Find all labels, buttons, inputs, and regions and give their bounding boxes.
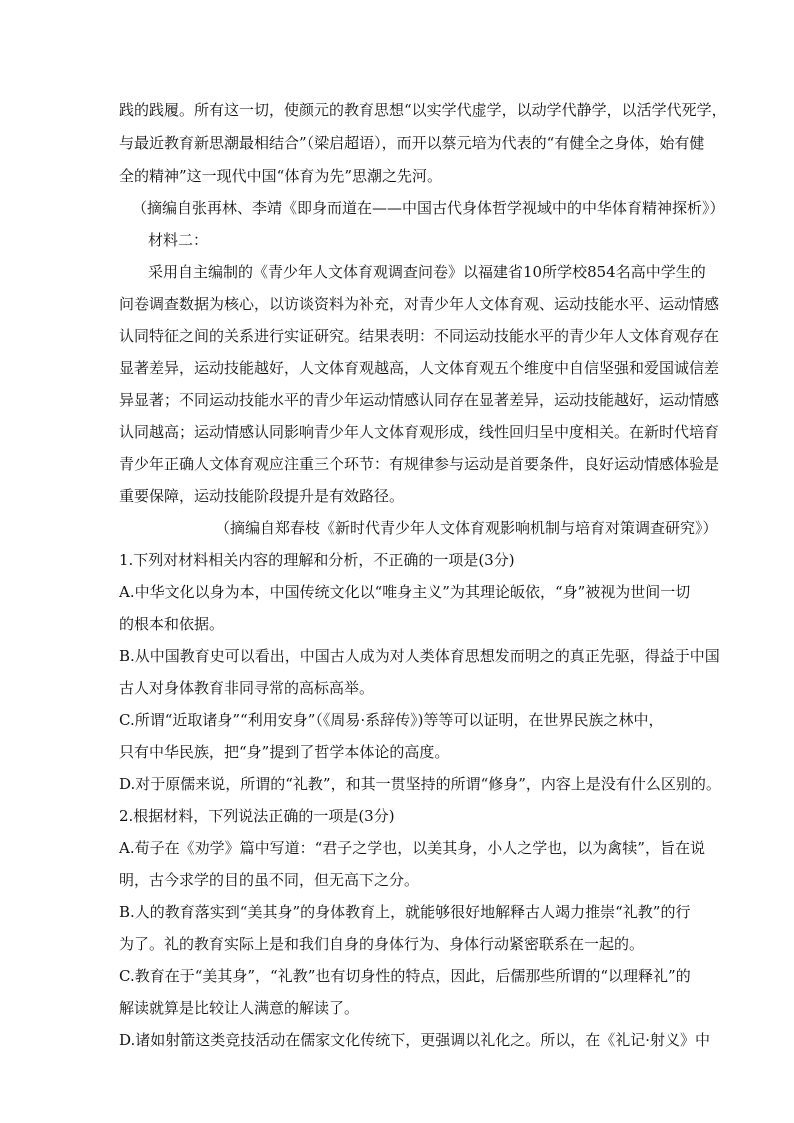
text-line: 问卷调查数据为核心，以访谈资料为补充，对青少年人文体育观、运动技能水平、运动情感 (119, 295, 720, 313)
text-line: 践的践履。所有这一切，使颜元的教育思想“以实学代虚学，以动学代静学，以活学代死学， (119, 101, 727, 119)
source-citation: （摘编自张再林、李靖《即身而道在——中国古代身体哲学视域中的中华体育精神探析》） (132, 199, 725, 217)
option-line: 明，古今求学的目的虽不同，但无高下之分。 (119, 871, 420, 889)
option-line: D.诸如射箭这类竞技活动在儒家文化传统下，更强调以礼化之。所以，在《礼记·射义》中 (119, 1031, 711, 1049)
text-line: 与最近教育新思潮最相结合”（梁启超语），而开以蔡元培为代表的“有健全之身体，始有健 (119, 134, 705, 152)
option-line: A.荀子在《劝学》篇中写道：“君子之学也，以美其身，小人之学也，以为禽犊”，旨在说 (119, 839, 705, 857)
option-line: C.教育在于“美其身”，“礼教”也有切身性的特点，因此，后儒那些所谓的“以理释礼”的 (119, 967, 691, 985)
text-line: 认同特征之间的关系进行实证研究。结果表明：不同运动技能水平的青少年人文体育观存在 (119, 327, 720, 345)
option-line: 为了。礼的教育实际上是和我们自身的身体行为、身体行动紧密联系在一起的。 (119, 935, 645, 953)
text-line: 青少年正确人文体育观应注重三个环节：有规律参与运动是首要条件，良好运动情感体验是 (119, 455, 720, 473)
option-line: 只有中华民族，把“身”提到了哲学本体论的高度。 (119, 743, 450, 761)
text-line: 重要保障，运动技能阶段提升是有效路径。 (119, 487, 405, 505)
option-line: 的根本和依据。 (119, 615, 225, 633)
option-line: 解读就算是比较让人满意的解读了。 (119, 999, 360, 1017)
source-citation: （摘编自郑春枝《新时代青少年人文体育观影响机制与培育对策调查研究》） (215, 519, 718, 537)
question-stem: 1.下列对材料相关内容的理解和分析，不正确的一项是(3分) (119, 551, 515, 569)
text-line: 认同越高；运动情感认同影响青少年人文体育观形成，线性回归呈中度相关。在新时代培育 (119, 423, 720, 441)
question-stem: 2.根据材料，下列说法正确的一项是(3分) (119, 807, 395, 825)
section-heading: 材料二： (148, 231, 209, 249)
text-line: 异显著；不同运动技能水平的青少年运动情感认同存在显著差异，运动技能越好，运动情感 (119, 391, 720, 409)
text-line: 显著差异，运动技能越好，人文体育观越高，人文体育观五个维度中自信坚强和爱国诚信差 (119, 359, 720, 377)
option-line: 古人对身体教育非同寻常的高标高举。 (119, 679, 375, 697)
option-line: B.人的教育落实到“美其身”的身体教育上，就能够很好地解释古人竭力推崇“礼教”的行 (119, 903, 691, 921)
option-line: B.从中国教育史可以看出，中国古人成为对人类体育思想发而明之的真正先驱，得益于中国 (119, 647, 720, 665)
option-line: D.对于原儒来说，所谓的“礼教”，和其一贯坚持的所谓“修身”，内容上是没有什么区别的。 (119, 775, 721, 793)
text-line: 采用自主编制的《青少年人文体育观调查问卷》以福建省10所学校854名高中学生的 (148, 263, 706, 281)
option-line: C.所谓“近取诸身”“利用安身”（《周易·系辞传》)等等可以证明，在世界民族之林中， (119, 711, 664, 729)
option-line: A.中华文化以身为本，中国传统文化以“唯身主义”为其理论皈依，“身”被视为世间一切 (119, 583, 691, 601)
text-line: 全的精神”这一现代中国“体育为先”思潮之先河。 (119, 167, 443, 185)
